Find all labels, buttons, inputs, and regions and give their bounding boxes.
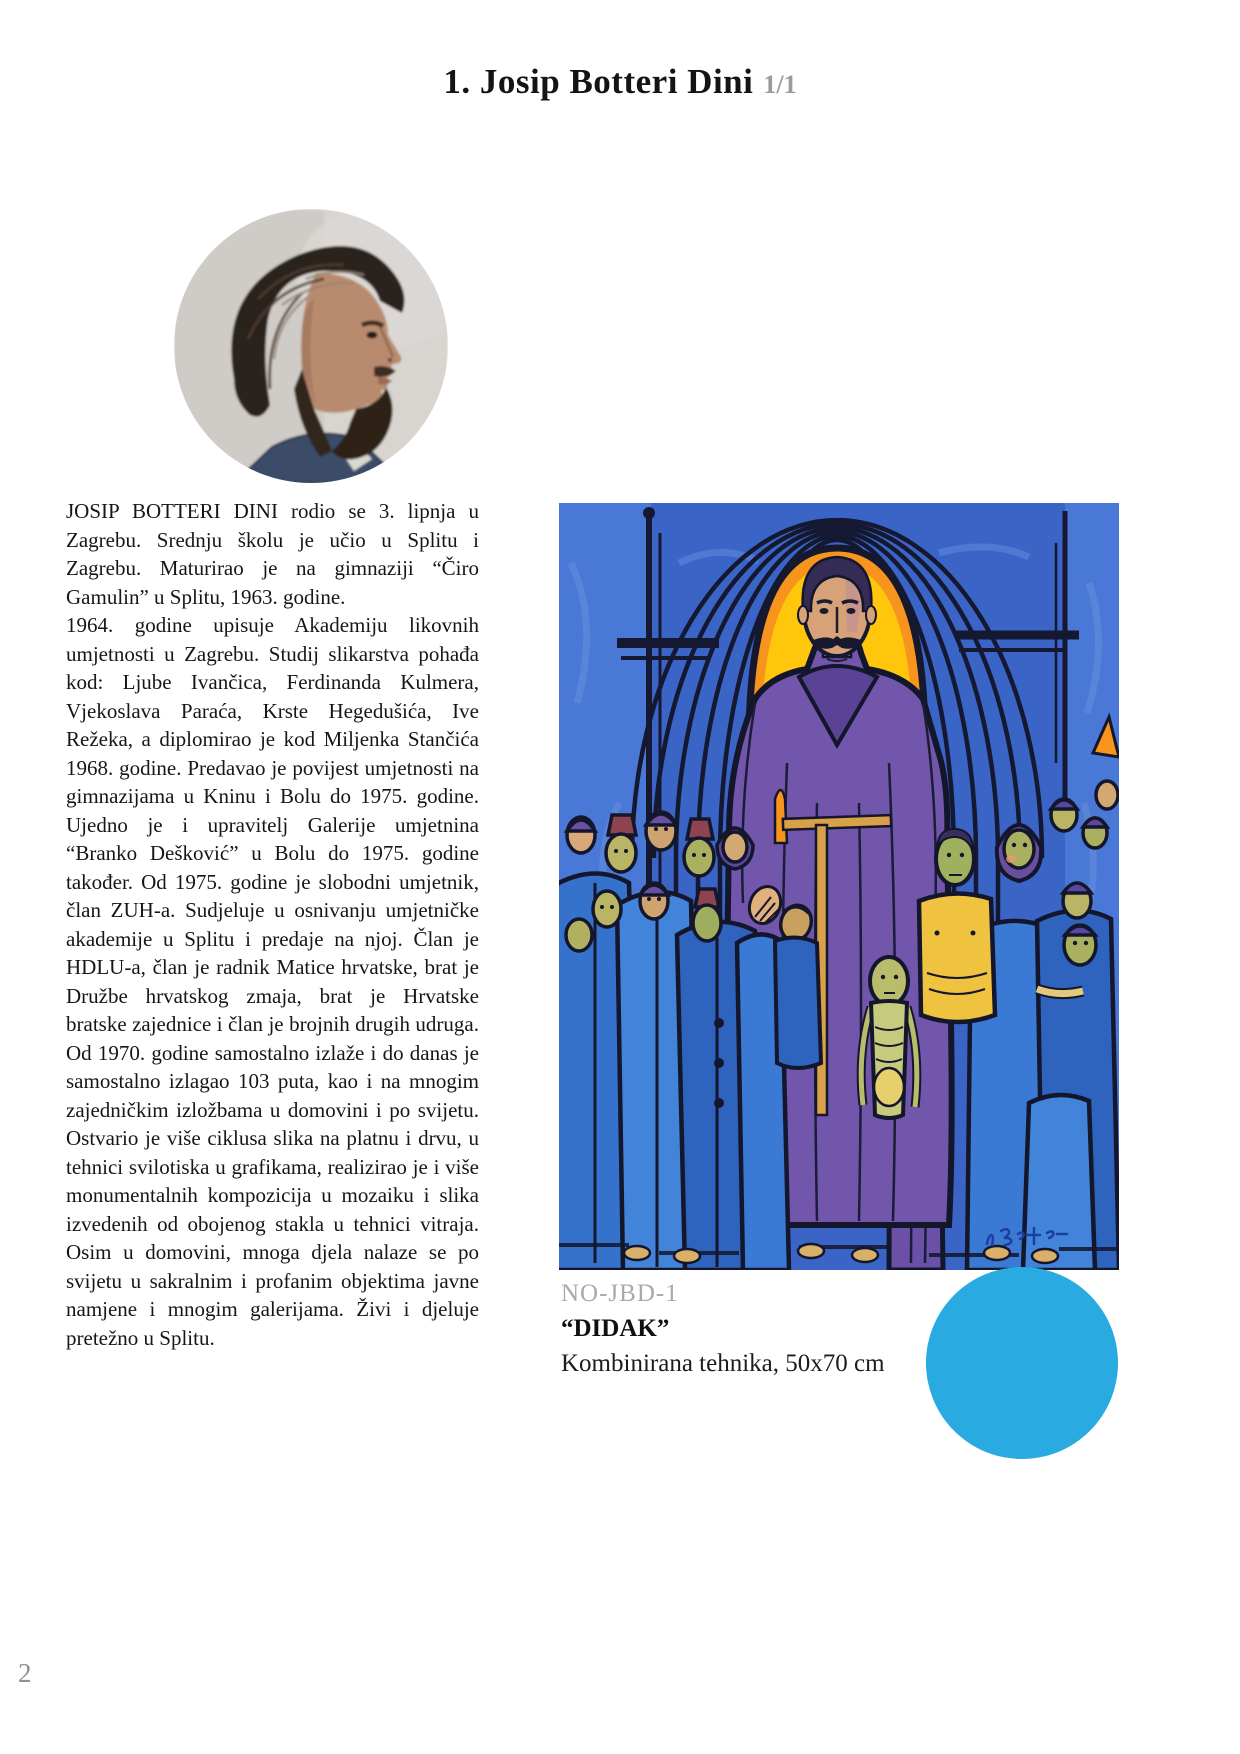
page-title: 1. Josip Botteri Dini: [443, 62, 754, 101]
artwork-title: “DIDAK”: [561, 1315, 670, 1342]
painting-didak: [559, 503, 1119, 1270]
decorative-dot: [926, 1267, 1118, 1459]
portrait-photo: [174, 209, 448, 483]
artist-portrait: [174, 209, 448, 483]
artwork-technique: Kombinirana tehnika, 50x70 cm: [561, 1350, 885, 1377]
artwork-code: NO-JBD-1: [561, 1280, 679, 1307]
title-pagination: 1/1: [763, 70, 797, 99]
page-number: 2: [18, 1658, 32, 1688]
artwork-caption: [561, 1276, 885, 1381]
bio-paragraph: JOSIP BOTTERI DINI rodio se 3. lipnja u Zagrebu. Srednju školu je učio u Splitu i Zagrebu. Maturirao je na gimnaziji “Čiro Gamulin” u Splitu, 1963. godine.: [66, 499, 479, 609]
bio-paragraph: 1964. godine upisuje Akademiju likovnih umjetnosti u Zagrebu. Studij slikarstva pohađa kod: Ljube Ivančica, Ferdinanda Kulmera, Vjekoslava Paraća, Krste Hegedušića, Ive Režeka, a diplomirao je kod Miljenka Stančića 1968. godine. Predavao je povijest umjetnosti na gimnazijama u Kninu i Bolu do 1975. godine. Ujedno je i upravitelj Galerije umjetnina “Branko Dešković” u Bolu do 1975. godine također. Od 1975. godine je slobodni umjetnik, član ZUH-a. Sudjeluje u osnivanju umjetničke akademije u Splitu i predaje na njoj. Član je HDLU-a, član je radnik Matice hrvatske, brat je Družbe hrvatskog zmaja, brat je Hrvatske bratske zajednice i član je brojnih drugih udruga. Od 1970. godine samostalno izlaže i do danas je samostalno izlagao 103 puta, kao i na mnogim zajedničkim izložbama u domovini i po svijetu. Ostvario je više ciklusa slika na platnu i drvu, u tehnici svilotiska u grafikama, realizirao je i više monumentalnih kompozicija u mozaiku i slika izvedenih od obojenog stakla u tehnici vitraja. Osim u domovini, mnoga djela nalaze se po svijetu u sakralnim i profanim objektima javne namjene i mnogim galerijama. Živi i djeluje pretežno u Splitu.: [66, 613, 479, 1350]
bio-text: [66, 497, 479, 1352]
artwork-image: [559, 503, 1119, 1270]
header: [0, 62, 1240, 102]
